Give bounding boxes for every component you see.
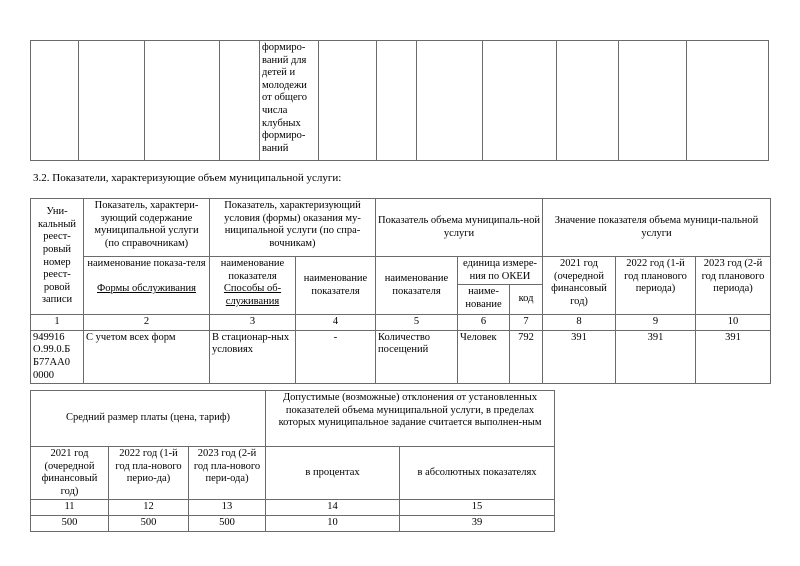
value-cell: 10	[266, 515, 400, 531]
header-fee-2022: 2022 год (1-й год пла-нового перио-да)	[109, 447, 189, 500]
value-cell: 500	[109, 515, 189, 531]
col-number: 3	[210, 315, 296, 331]
col-number: 14	[266, 500, 400, 516]
header-value: Значение показателя объема муници-пальной услуги	[543, 199, 771, 257]
header-percent: в процентах	[266, 447, 400, 500]
header-unique-number: Уни- кальный реест- ровый номер реест- ровой записи	[31, 199, 84, 315]
top-cell	[79, 41, 145, 161]
header-sub-name4: наименование показателя	[376, 257, 458, 315]
fee-table	[30, 390, 555, 532]
header-sub-name2-value: Способы об-служивания	[223, 283, 282, 307]
header-volume: Показатель объема муниципаль-ной услуги	[376, 199, 543, 257]
header-sub-name1-value: Формы обслуживания	[97, 283, 196, 295]
top-cell	[687, 41, 769, 161]
header-2023: 2023 год (2-й год планового периода)	[696, 257, 771, 315]
top-cell	[483, 41, 557, 161]
row-code: 792	[510, 330, 543, 383]
col-number: 8	[543, 315, 616, 331]
col-number: 11	[31, 500, 109, 516]
top-cell	[619, 41, 687, 161]
header-absolute: в абсолютных показателях	[400, 447, 555, 500]
col-number: 5	[376, 315, 458, 331]
row-unit: Человек	[458, 330, 510, 383]
header-2022: 2022 год (1-й год планового периода)	[616, 257, 696, 315]
header-okei-code: код	[510, 285, 543, 315]
value-cell: 39	[400, 515, 555, 531]
col-number: 1	[31, 315, 84, 331]
row-value-2021: 391	[543, 330, 616, 383]
col-number: 2	[84, 315, 210, 331]
header-content: Показатель, характери-зующий содержание муниципальной услуги (по справочникам)	[84, 199, 210, 257]
header-okei: единица измере-ния по ОКЕИ	[458, 257, 543, 285]
col-number: 13	[189, 500, 266, 516]
header-conditions: Показатель, характеризующий условия (формы) оказания му-ниципальной услуги (по спра-вочникам)	[210, 199, 376, 257]
value-cell: 500	[31, 515, 109, 531]
col-number: 10	[696, 315, 771, 331]
col-number: 6	[458, 315, 510, 331]
col-number: 7	[510, 315, 543, 331]
volume-table	[30, 198, 771, 384]
header-deviation: Допустимые (возможные) отклонения от установленных показателей объема муниципальной услуги, в пределах которых муниципальное задание считается выполнен-ным	[266, 391, 555, 447]
top-cell	[377, 41, 417, 161]
header-2021: 2021 год (очередной финансовый год)	[543, 257, 616, 315]
row-value-2023: 391	[696, 330, 771, 383]
top-cell	[31, 41, 79, 161]
row-registry-id: 949916 О.99.0.Б Б77АА0 0000	[31, 330, 84, 383]
header-okei-name: наиме-нование	[458, 285, 510, 315]
header-fee: Средний размер платы (цена, тариф)	[31, 391, 266, 447]
top-cell	[220, 41, 260, 161]
section-title: 3.2. Показатели, характеризующие объем муниципальной услуги:	[33, 172, 342, 184]
col-number: 15	[400, 500, 555, 516]
top-cell	[145, 41, 220, 161]
value-cell: 500	[189, 515, 266, 531]
header-fee-2021: 2021 год (очередной финансовый год)	[31, 447, 109, 500]
row-condition2: -	[296, 330, 376, 383]
top-cell	[417, 41, 483, 161]
col-number: 12	[109, 500, 189, 516]
header-sub-name2: наименование показателя Способы об-служивания	[210, 257, 296, 315]
col-number: 4	[296, 315, 376, 331]
top-cell-text: формиро- ваний для детей и молодежи от общего числа клубных формиро- ваний	[260, 41, 319, 161]
row-indicator: Количество посещений	[376, 330, 458, 383]
header-sub-name1: наименование показа-теля Формы обслуживания	[84, 257, 210, 315]
header-fee-2023: 2023 год (2-й год пла-нового пери-ода)	[189, 447, 266, 500]
top-table	[30, 40, 769, 161]
row-value-2022: 391	[616, 330, 696, 383]
header-sub-name3: наименование показателя	[296, 257, 376, 315]
col-number: 9	[616, 315, 696, 331]
top-cell	[557, 41, 619, 161]
top-cell	[319, 41, 377, 161]
row-content: С учетом всех форм	[84, 330, 210, 383]
row-condition: В стационар-ных условиях	[210, 330, 296, 383]
